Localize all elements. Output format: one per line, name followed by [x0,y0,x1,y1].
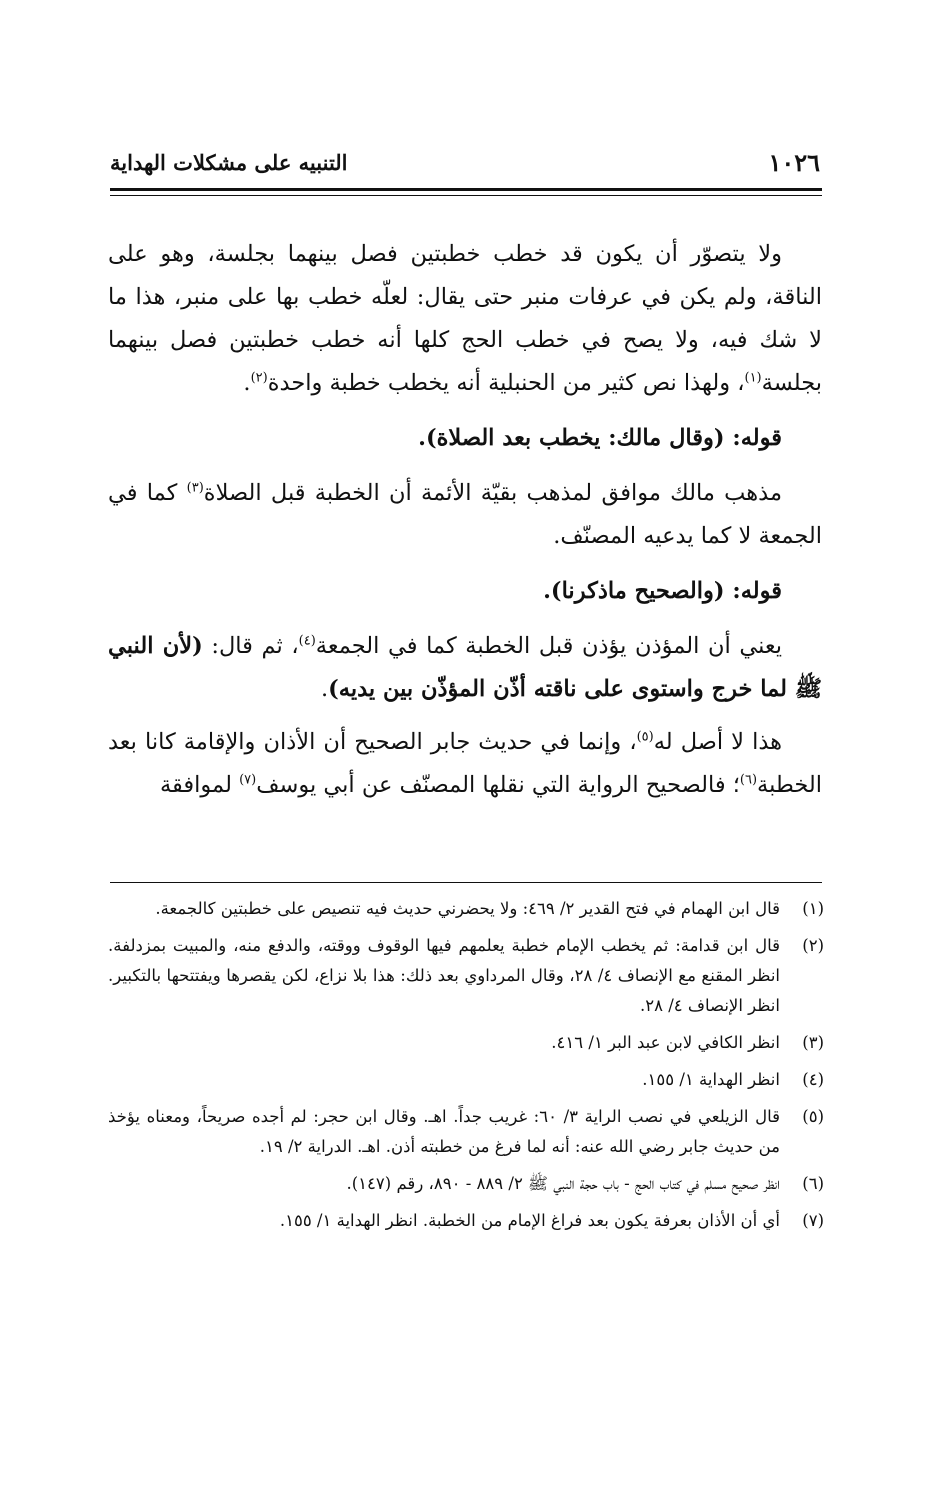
footnote [108,1065,824,1095]
footnote-number: (٥) [802,1107,824,1126]
footnote-number: (٢) [802,936,824,955]
footnote-text: قال الزيلعي في نصب الراية ٣/ ٦٠: غريب جداً. اهـ. وقال ابن حجر: لم أجده صريحاً، ومعناه يؤخذ من حديث جابر رضي الله عنه: أنه لما فرغ من خطبته أذن. اهـ. الدراية ٢/ ١٩. [108,1107,780,1156]
footnote-text: انظر الكافي لابن عبد البر ١/ ٤١٦. [551,1033,780,1052]
page-number: ١٠٢٦ [768,148,820,177]
footnote-text: انظر الهداية ١/ ١٥٥. [642,1070,780,1089]
footnote-text: انظر صحيح مسلم في كتاب الحج - باب حجة النبي ﷺ ٢/ ٨٨٩ - ٨٩٠، رقم (١٤٧). [346,1174,780,1193]
footnotes [108,894,824,1243]
footnote [108,931,824,1021]
footnote-separator [110,882,822,883]
footnote-number: (٧) [802,1211,824,1230]
quote-heading-2: قوله: (والصحيح ماذكرنا). [543,578,782,604]
footnote-ref-4: (٤) [298,633,316,649]
paragraph-2: مذهب مالك موافق لمذهب بقيّة الأئمة أن الخطبة قبل الصلاة$^{(٣)}$ كما في الجمعة لا كما يدعيه المصنّف. [108,480,822,549]
running-title: التنبيه على مشكلات الهداية [110,150,348,175]
footnote [108,1169,824,1199]
footnote-text: قال ابن الهمام في فتح القدير ٢/ ٤٦٩: ولا يحضرني حديث فيه تنصيص على خطبتين كالجمعة. [155,899,780,918]
footnote-number: (١) [802,899,824,918]
footnote [108,894,824,924]
footnote-ref-3: (٣) [186,480,204,496]
footnote-text: أي أن الأذان بعرفة يكون بعد فراغ الإمام من الخطبة. انظر الهداية ١/ ١٥٥. [279,1211,780,1230]
page-header [110,148,820,184]
footnote [108,1102,824,1162]
quote-heading-1: قوله: (وقال مالك: يخطب بعد الصلاة). [418,425,782,451]
footnote-ref-5: (٥) [636,729,654,745]
main-text [108,233,822,807]
footnote-number: (٤) [802,1070,824,1089]
footnote-ref-1: (١) [744,370,762,386]
footnote-ref-2: (٢) [250,370,268,386]
footnote-number: (٦) [802,1174,824,1193]
paragraph-4: هذا لا أصل له$^{(٥)}$، وإنما في حديث جابر الصحيح أن الأذان والإقامة كانا بعد الخطبة$^{(٦)}$؛ فالصحيح الرواية التي نقلها المصنّف عن أبي يوسف$^{(٧)}$ لموافقة [108,729,822,798]
paragraph-1: ولا يتصوّر أن يكون قد خطب خطبتين فصل بينهما بجلسة، وهو على الناقة، ولم يكن في عرفات منبر حتى يقال: لعلّه خطب بها على منبر، هذا ما لا شك فيه، ولا يصح في خطب الحج كلها أنه خطب خطبتين فصل بينهما بجلسة$^{(١)}$، ولهذا نص كثير من الحنبلية أنه يخطب خطبة واحدة$^{(٢)}$. [108,241,822,396]
footnote-ref-7: (٧) [239,772,257,788]
quoted-hadith: (لأن النبي ﷺ لما خرج واستوى على ناقته أذّن المؤذّن بين يديه) [108,633,822,702]
footnote [108,1206,824,1236]
header-rule-thin [110,195,822,196]
footnote [108,1028,824,1058]
header-rule-thick [110,188,822,191]
footnote-number: (٣) [802,1033,824,1052]
footnote-text: قال ابن قدامة: ثم يخطب الإمام خطبة يعلمهم فيها الوقوف ووقته، والدفع منه، والمبيت بمزدلفة. انظر المقنع مع الإنصاف ٤/ ٢٨، وقال المرداوي بعد ذلك: هذا بلا نزاع، لكن يقصرها ويفتتحها بالتكبير. انظر الإنصاف ٤/ ٢٨. [108,936,780,1015]
paragraph-3: يعني أن المؤذن يؤذن قبل الخطبة كما في الجمعة$^{(٤)}$، ثم قال: (لأن النبي ﷺ لما خرج واستوى على ناقته أذّن المؤذّن بين يديه). [108,633,822,702]
footnote-ref-6: (٦) [739,772,758,788]
